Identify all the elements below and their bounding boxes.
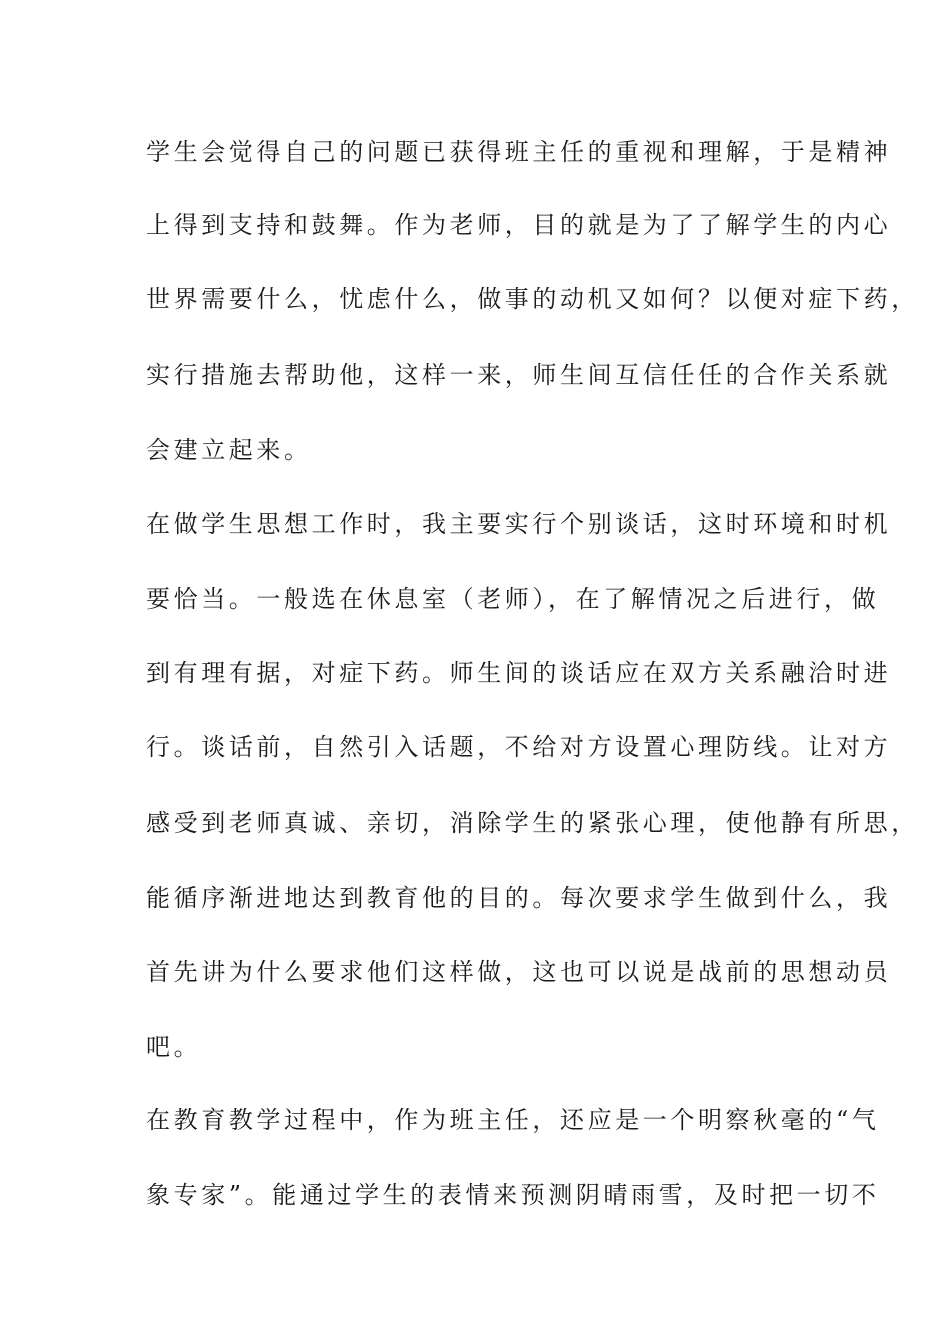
text-line-4: 实行措施去帮助他，这样一来，师生间互信任任的合作关系就 [146,361,892,389]
text-line-11: 能循序渐进地达到教育他的目的。每次要求学生做到什么，我 [146,884,892,912]
text-line-2: 上得到支持和鼓舞。作为老师，目的就是为了了解学生的内心 [146,211,892,239]
text-line-14: 在教育教学过程中，作为班主任，还应是一个明察秋毫的“气 [146,1106,880,1134]
text-line-9: 行。谈话前，自然引入话题，不给对方设置心理防线。让对方 [146,733,892,761]
text-line-12: 首先讲为什么要求他们这样做，这也可以说是战前的思想动员 [146,958,892,986]
text-line-7: 要恰当。一般选在休息室（老师），在了解情况之后进行，做 [146,585,880,613]
text-line-15: 象专家”。能通过学生的表情来预测阴晴雨雪，及时把一切不 [146,1181,880,1209]
text-line-1: 学生会觉得自己的问题已获得班主任的重视和理解，于是精神 [146,138,892,166]
text-line-6: 在做学生思想工作时，我主要实行个别谈话，这时环境和时机 [146,510,892,538]
text-line-5: 会建立起来。 [146,436,312,464]
text-line-3: 世界需要什么，忧虑什么，做事的动机又如何？以便对症下药， [146,285,919,313]
text-line-8: 到有理有据，对症下药。师生间的谈话应在双方关系融洽时进 [146,659,892,687]
text-line-10: 感受到老师真诚、亲切，消除学生的紧张心理，使他静有所思， [146,809,919,837]
text-line-13: 吧。 [146,1033,202,1061]
